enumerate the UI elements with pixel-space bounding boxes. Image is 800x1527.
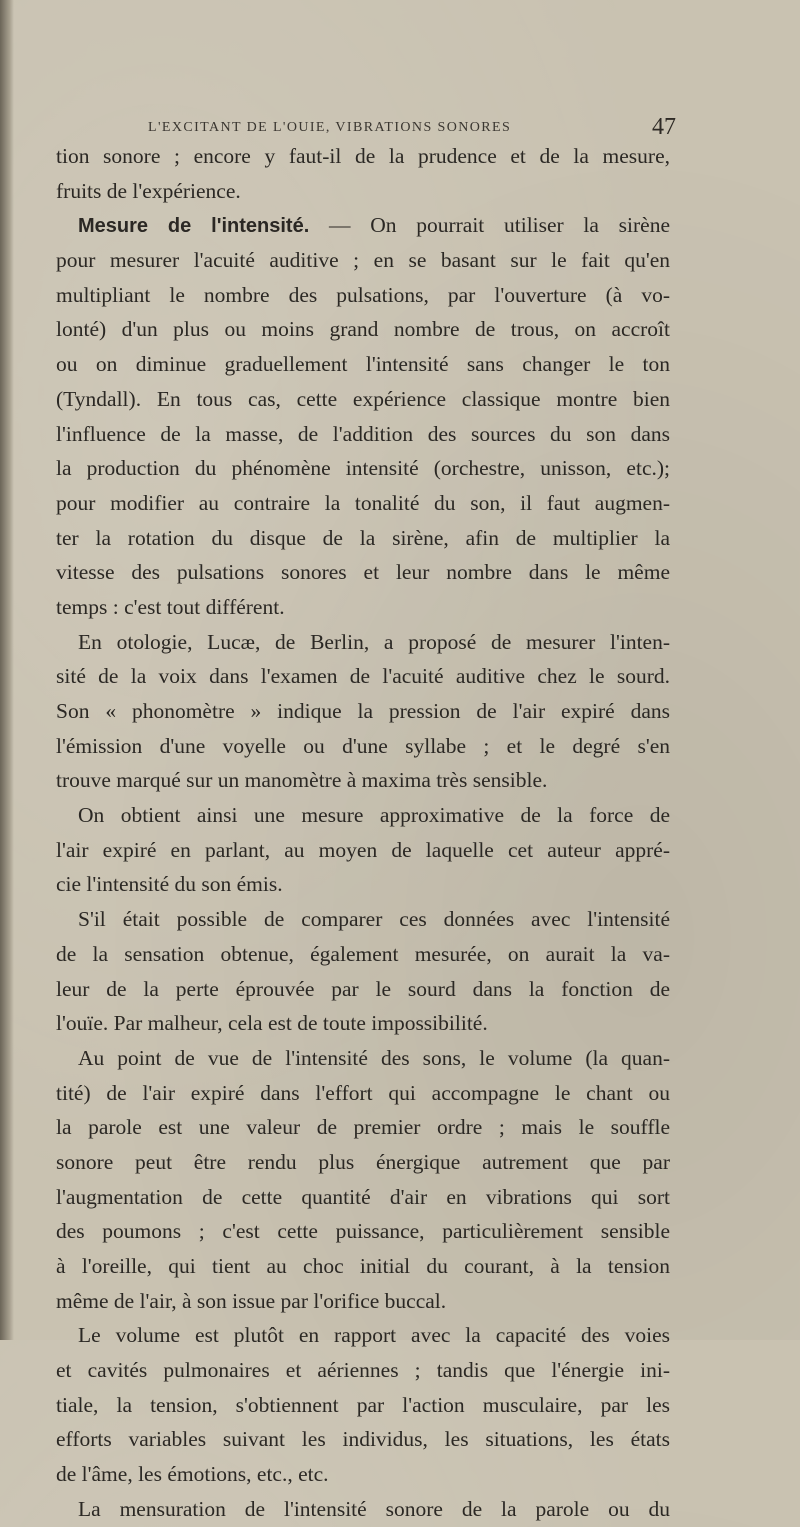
text-line [56,347,670,382]
line-text: fruits de l'expérience. [56,178,241,203]
text-line [56,590,670,625]
line-text: vitesse des pulsations sonores et leur nombre dans le même [56,560,670,585]
text-line [56,1214,670,1249]
text-line [56,208,670,243]
line-text: l'augmentation de cette quantité d'air en vibrations qui sort [56,1184,670,1209]
line-text: En otologie, Lucæ, de Berlin, a proposé de mesurer l'inten- [78,629,670,654]
text-line [56,243,670,278]
line-text: ou on diminue graduellement l'intensité sans changer le ton [56,352,670,377]
text-line [56,417,670,452]
text-line [56,521,670,556]
line-text: trouve marqué sur un manomètre à maxima très sensible. [56,768,548,793]
line-text: de l'âme, les émotions, etc., etc. [56,1462,329,1487]
body-text [56,139,670,1527]
line-text: lonté) d'un plus ou moins grand nombre de trous, on accroît [56,317,670,342]
text-line [56,937,670,972]
text-line [56,278,670,313]
text-line [56,902,670,937]
text-line [56,1422,670,1457]
line-text: La mensuration de l'intensité sonore de la parole ou du [78,1496,670,1521]
line-text: On obtient ainsi une mesure approximative de la force de [78,803,670,828]
line-text: la parole est une valeur de premier ordre ; mais le souffle [56,1115,670,1140]
line-text: et cavités pulmonaires et aériennes ; tandis que l'énergie ini- [56,1358,670,1383]
line-text: l'influence de la masse, de l'addition des sources du son dans [56,421,670,446]
text-line [56,1145,670,1180]
text-line [56,1353,670,1388]
text-line [56,555,670,590]
text-line [56,1110,670,1145]
text-line [56,174,670,209]
line-text: pour mesurer l'acuité auditive ; en se basant sur le fait qu'en [56,248,670,273]
line-text: l'ouïe. Par malheur, cela est de toute impossibilité. [56,1011,488,1036]
text-line [56,972,670,1007]
text-line [56,1041,670,1076]
line-text: leur de la perte éprouvée par le sourd dans la fonction de [56,976,670,1001]
line-text: même de l'air, à son issue par l'orifice buccal. [56,1288,447,1313]
text-line [56,451,670,486]
text-line [56,1076,670,1111]
text-line [56,382,670,417]
line-text: tiale, la tension, s'obtiennent par l'action musculaire, par les [56,1392,670,1417]
line-text: ter la rotation du disque de la sirène, afin de multiplier la [56,525,670,550]
text-line [56,1457,670,1492]
text-line [56,694,670,729]
running-title: L'EXCITANT DE L'OUIE, VIBRATIONS SONORES [148,120,512,135]
line-text: sonore peut être rendu plus énergique autrement que par [56,1149,670,1174]
text-line [56,1006,670,1041]
line-text: la production du phénomène intensité (orchestre, unisson, etc.); [56,456,670,481]
text-line [56,1249,670,1284]
line-text: Au point de vue de l'intensité des sons, le volume (la quan- [78,1045,670,1070]
line-text: l'émission d'une voyelle ou d'une syllabe ; et le degré s'en [56,733,670,758]
line-text: temps : c'est tout différent. [56,594,285,619]
line-text: tion sonore ; encore y faut-il de la prudence et de la mesure, [56,144,670,168]
text-line [56,625,670,660]
line-text: à l'oreille, qui tient au choc initial du courant, à la tension [56,1254,670,1278]
line-text: multipliant le nombre des pulsations, par l'ouverture (à vo- [56,282,670,307]
text-line [56,1180,670,1215]
line-text: l'air expiré en parlant, au moyen de laquelle cet auteur appré- [56,837,670,862]
text-line [56,729,670,764]
text-line [56,867,670,902]
page-number: 47 [652,114,676,140]
text-line [56,1318,670,1353]
line-text: tité) de l'air expiré dans l'effort qui accompagne le chant ou [56,1080,670,1105]
text-line [56,1492,670,1527]
text-line [56,659,670,694]
line-text: Son « phonomètre » indique la pression de l'air expiré dans [56,699,670,723]
text-line [56,312,670,347]
text-line [56,833,670,868]
line-text: S'il était possible de comparer ces données avec l'intensité [78,907,670,932]
section-heading: Mesure de l'intensité. [78,215,310,238]
text-line [56,139,670,174]
text-line [56,1284,670,1319]
text-line [56,798,670,833]
text-line [56,486,670,521]
text-line [56,1388,670,1423]
line-text: Le volume est plutôt en rapport avec la capacité des voies [78,1323,670,1348]
line-text: cie l'intensité du son émis. [56,872,283,897]
line-text: efforts variables suivant les individus, les situations, les états [56,1427,670,1452]
line-text: de la sensation obtenue, également mesurée, on aurait la va- [56,941,670,966]
line-text: — On pourrait utiliser la sirène [309,213,670,238]
line-text: des poumons ; c'est cette puissance, particulièrement sensible [56,1219,670,1244]
line-text: (Tyndall). En tous cas, cette expérience classique montre bien [56,386,670,411]
line-text: pour modifier au contraire la tonalité du son, il faut augmen- [56,490,670,515]
line-text: sité de la voix dans l'examen de l'acuité auditive chez le sourd. [56,664,670,689]
text-line [56,763,670,798]
